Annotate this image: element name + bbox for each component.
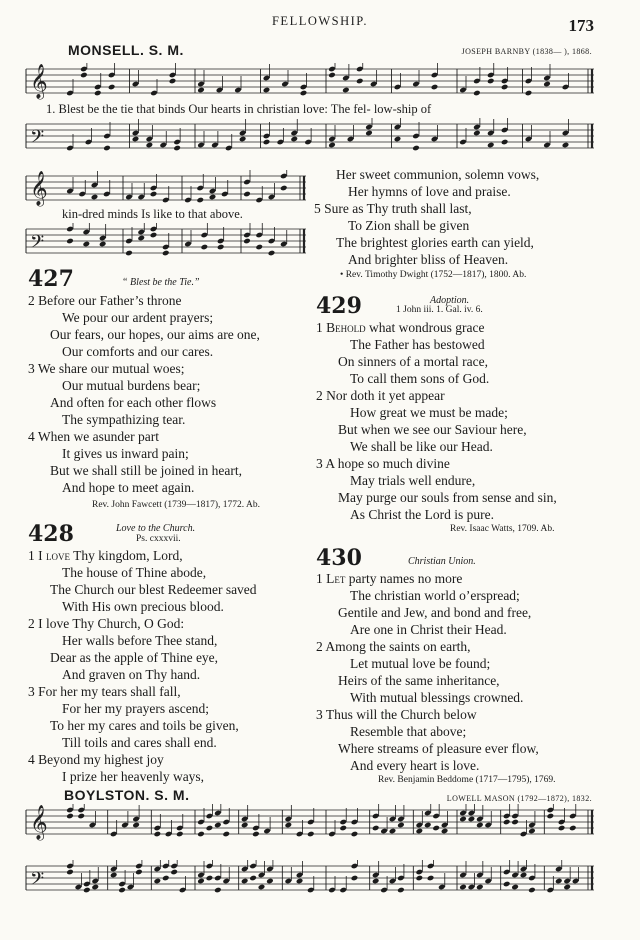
hymn-line: 2 Nor doth it yet appear [316, 388, 445, 403]
hymn-427-continuation-text [314, 166, 614, 268]
hymn-428-first-line-rest: Thy kingdom, Lord, [70, 548, 183, 563]
hymn-428-first-word: I love [38, 548, 70, 563]
hymn-line: Are one in Christ their Head. [350, 622, 507, 637]
hymn-line: 4 Beyond my highest joy [28, 752, 164, 767]
hymn-line: The house of Thine abode, [62, 565, 207, 580]
hymn-line: We pour our ardent prayers; [62, 310, 214, 325]
hymn-line: Let mutual love be found; [350, 656, 491, 671]
hymn-line: 3 We share our mutual woes; [28, 361, 185, 376]
hymn-line: Heirs of the same inheritance, [338, 673, 500, 688]
hymn-line: We shall be like our Head. [350, 439, 493, 454]
author-427-continuation: • Rev. Timothy Dwight (1752—1817), 1800. Ab. [340, 270, 527, 280]
hymn-title-429: Adoption. [430, 295, 470, 306]
hymn-number-427: 427 [28, 266, 74, 292]
hymn-line: Resemble that above; [350, 724, 467, 739]
svg-text:𝄞: 𝄞 [30, 171, 48, 206]
hymn-line: Our mutual burdens bear; [62, 378, 201, 393]
scripture-429: 1 John iii. 1. Gal. iv. 6. [396, 305, 483, 315]
hymn-line: With mutual blessings crowned. [350, 690, 524, 705]
hymn-430-line-1: 1 Let party names no more [316, 571, 463, 586]
composer-boylston: LOWELL MASON (1792—1872), 1832. [446, 794, 592, 803]
lyric-monsell-2: kin-dred minds Is like to that above. [62, 207, 243, 221]
hymn-428-line-1: 1 I love Thy kingdom, Lord, [28, 548, 183, 563]
hymn-line: To call them sons of God. [350, 371, 490, 386]
svg-text:𝄢: 𝄢 [30, 232, 45, 257]
hymn-line: The Church our blest Redeemer saved [50, 582, 257, 597]
hymn-line: With His own precious blood. [62, 599, 224, 614]
hymn-title-430: Christian Union. [408, 556, 476, 567]
hymn-line: Till toils and cares shall end. [62, 735, 217, 750]
hymn-line: I prize her heavenly ways, [62, 769, 205, 784]
hymn-line: As Christ the Lord is pure. [350, 507, 494, 522]
author-427: Rev. John Fawcett (1739—1817), 1772. Ab. [92, 500, 260, 510]
hymn-line: Gentile and Jew, and bond and free, [338, 605, 532, 620]
hymn-line: 2 Before our Father’s throne [28, 293, 182, 308]
svg-text:𝄞: 𝄞 [30, 805, 48, 840]
hymn-line: 2 Among the saints on earth, [316, 639, 471, 654]
music-staff-boylston-lower [24, 860, 596, 906]
hymn-line: Dear as the apple of Thine eye, [50, 650, 219, 665]
lyric-monsell-1: 1. Blest be the tie that binds Our hearts in christian love: The fel- low-ship of [46, 102, 432, 116]
hymn-line: Our fears, our hopes, our aims are one, [50, 327, 260, 342]
hymn-line: 5 Sure as Thy truth shall last, [314, 201, 472, 216]
composer-monsell: JOSEPH BARNBY (1838— ), 1868. [461, 47, 592, 56]
hymn-line: How great we must be made; [350, 405, 508, 420]
svg-text:𝄢: 𝄢 [30, 127, 45, 152]
hymn-line: To Zion shall be given [348, 218, 470, 233]
hymn-line: 3 Thus will the Church below [316, 707, 477, 722]
hymn-line: 3 For her my tears shall fall, [28, 684, 181, 699]
music-staff-monsell-lower [24, 118, 596, 162]
hymn-line: For her my prayers ascend; [62, 701, 209, 716]
author-429: Rev. Isaac Watts, 1709. Ab. [450, 524, 555, 534]
hymn-line: Her sweet communion, solemn vows, [336, 167, 540, 182]
hymn-430-first-line-rest: party names no more [345, 571, 463, 586]
hymn-line: And every heart is love. [350, 758, 480, 773]
hymn-line: And often for each other flows [50, 395, 217, 410]
scripture-428: Ps. cxxxvii. [136, 534, 181, 544]
svg-text:𝄞: 𝄞 [30, 64, 48, 99]
hymn-line: Where streams of pleasure ever flow, [338, 741, 539, 756]
hymn-line: The christian world o’erspread; [350, 588, 520, 603]
hymn-line: Her walls before Thee stand, [62, 633, 218, 648]
hymn-line: And brighter bliss of Heaven. [348, 252, 509, 267]
hymn-line: And graven on Thy hand. [62, 667, 201, 682]
running-header: FELLOWSHIP. [271, 14, 369, 28]
hymn-line: Her hymns of love and praise. [348, 184, 511, 199]
hymn-title-427: “ Blest be the Tie.” [122, 277, 200, 288]
hymn-title-428: Love to the Church. [116, 523, 196, 534]
music-staff-monsell-end-lower [24, 223, 308, 267]
hymn-429-text [316, 319, 616, 523]
hymn-427-text [28, 292, 313, 496]
hymn-line: The brightest glories earth can yield, [336, 235, 534, 250]
music-staff-monsell-upper [24, 63, 596, 107]
page-number: 173 [568, 16, 594, 35]
hymn-430-text [316, 570, 616, 774]
hymn-number-429: 429 [316, 293, 362, 319]
hymn-428-text [28, 547, 318, 785]
tune-name-monsell: MONSELL. S. M. [68, 42, 184, 58]
hymn-line: 2 I love Thy Church, O God: [28, 616, 185, 631]
hymn-line: May purge our souls from sense and sin, [338, 490, 557, 505]
svg-text:𝄢: 𝄢 [30, 869, 45, 894]
hymn-line: It gives us inward pain; [62, 446, 189, 461]
hymn-line: Our comforts and our cares. [62, 344, 214, 359]
hymn-429-line-1: 1 Behold what wondrous grace [316, 320, 485, 335]
hymn-line: 3 A hope so much divine [316, 456, 450, 471]
hymn-line: And hope to meet again. [62, 480, 195, 495]
hymn-number-430: 430 [316, 545, 362, 571]
author-dwight: Rev. Timothy Dwight (1752—1817), 1800. Ab. [345, 270, 527, 280]
hymn-line: The sympathizing tear. [62, 412, 186, 427]
hymn-line: The Father has bestowed [350, 337, 485, 352]
hymn-line: But we shall still be joined in heart, [50, 463, 242, 478]
hymn-line: May trials well endure, [350, 473, 476, 488]
hymn-line: To her my cares and toils be given, [50, 718, 239, 733]
hymn-line: But when we see our Saviour here, [338, 422, 527, 437]
hymn-line: 4 When we asunder part [28, 429, 159, 444]
music-staff-boylston-upper [24, 804, 596, 850]
author-430: Rev. Benjamin Beddome (1717—1795), 1769. [378, 775, 556, 785]
hymn-429-first-line-rest: what wondrous grace [365, 320, 485, 335]
hymn-line: On sinners of a mortal race, [338, 354, 488, 369]
hymn-430-first-word: Let [326, 571, 346, 586]
hymn-number-428: 428 [28, 521, 74, 547]
tune-name-boylston: BOYLSTON. S. M. [64, 787, 190, 803]
hymn-429-first-word: Behold [326, 320, 366, 335]
